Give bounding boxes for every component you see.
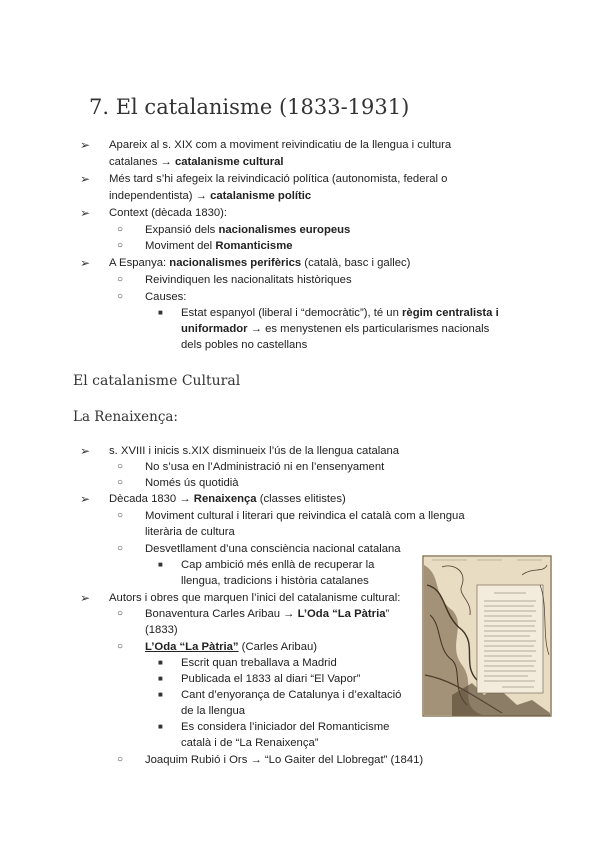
list-item: (1833) — [145, 624, 178, 636]
square-bullet-icon: ■ — [158, 658, 163, 667]
circle-bullet-icon: ○ — [117, 461, 124, 472]
arrow-bullet-icon: ➢ — [80, 591, 91, 605]
list-item: catalanes → catalanisme cultural — [109, 156, 284, 168]
circle-bullet-icon: ○ — [117, 754, 124, 765]
list-item: No s’usa en l’Administració ni en l’ensenyament — [145, 461, 385, 473]
list-item: dels pobles no castellans — [181, 339, 308, 351]
square-bullet-icon: ■ — [158, 308, 163, 317]
list-item: L’Oda “La Pàtria” (Carles Aribau) — [145, 641, 318, 653]
list-item: Estat espanyol (liberal i “democràtic”), té un règim centralista i — [181, 307, 499, 319]
list-item: s. XVIII i inicis s.XIX disminueix l’ús de la llengua catalana — [109, 445, 400, 457]
list-item: Desvetllament d’una consciència nacional catalana — [145, 543, 401, 555]
square-bullet-icon: ■ — [158, 674, 163, 683]
circle-bullet-icon: ○ — [117, 291, 124, 302]
list-item: independentista) → catalanisme polític — [109, 190, 312, 202]
arrow-bullet-icon: ➢ — [80, 256, 91, 270]
arrow-bullet-icon: ➢ — [80, 206, 91, 220]
arrow-bullet-icon: ➢ — [80, 138, 91, 152]
list-item: uniformador → es menystenen els particularismes nacionals — [181, 323, 490, 335]
circle-bullet-icon: ○ — [117, 608, 124, 619]
arrow-bullet-icon: ➢ — [80, 172, 91, 186]
list-item: Reivindiquen les nacionalitats històriques — [145, 274, 352, 286]
oda-la-patria-engraving — [422, 555, 552, 717]
list-item: Moviment cultural i literari que reivindica el català com a llengua — [145, 510, 465, 522]
list-item: A Espanya: nacionalismes perifèrics (català, basc i gallec) — [109, 257, 411, 269]
list-item: Causes: — [145, 291, 187, 303]
list-item: Es considera l’iniciador del Romanticisme — [181, 721, 390, 733]
list-item: Cant d’enyorança de Catalunya i d’exaltació — [181, 689, 402, 701]
circle-bullet-icon: ○ — [117, 224, 124, 235]
list-item: Dècada 1830 → Renaixença (classes elitistes) — [109, 493, 346, 505]
square-bullet-icon: ■ — [158, 560, 163, 569]
list-item: Publicada el 1833 al diari “El Vapor” — [181, 673, 361, 685]
circle-bullet-icon: ○ — [117, 641, 124, 652]
list-item: Més tard s’hi afegeix la reivindicació política (autonomista, federal o — [109, 173, 448, 185]
list-item: Apareix al s. XIX com a moviment reivindicatiu de la llengua i cultura — [109, 139, 452, 151]
section-heading-renaixenca: La Renaixença: — [73, 409, 178, 425]
list-item: llengua, tradicions i història catalanes — [181, 575, 369, 587]
square-bullet-icon: ■ — [158, 690, 163, 699]
list-item: Escrit quan treballava a Madrid — [181, 657, 337, 669]
arrow-bullet-icon: ➢ — [80, 492, 91, 506]
list-item: Només ús quotidià — [145, 477, 239, 489]
arrow-bullet-icon: ➢ — [80, 444, 91, 458]
section-heading-cultural: El catalanisme Cultural — [73, 373, 241, 389]
list-item: Context (dècada 1830): — [109, 207, 228, 219]
circle-bullet-icon: ○ — [117, 477, 124, 488]
list-item: de la llengua — [181, 705, 246, 717]
list-item: Joaquim Rubió i Ors → “Lo Gaiter del Llobregat” (1841) — [145, 754, 424, 766]
page-title: 7. El catalanisme (1833-1931) — [89, 95, 410, 119]
circle-bullet-icon: ○ — [117, 274, 124, 285]
list-item: literària de cultura — [145, 526, 235, 538]
list-item: Bonaventura Carles Aribau → L’Oda “La Pàtria” — [145, 608, 390, 620]
list-item: Cap ambició més enllà de recuperar la — [181, 559, 375, 571]
list-item: Expansió dels nacionalismes europeus — [145, 224, 351, 236]
square-bullet-icon: ■ — [158, 722, 163, 731]
list-item: Autors i obres que marquen l’inici del catalanisme cultural: — [109, 592, 401, 604]
circle-bullet-icon: ○ — [117, 510, 124, 521]
list-item: català i de “La Renaixença” — [181, 737, 319, 749]
circle-bullet-icon: ○ — [117, 543, 124, 554]
circle-bullet-icon: ○ — [117, 240, 124, 251]
list-item: Moviment del Romanticisme — [145, 240, 293, 252]
